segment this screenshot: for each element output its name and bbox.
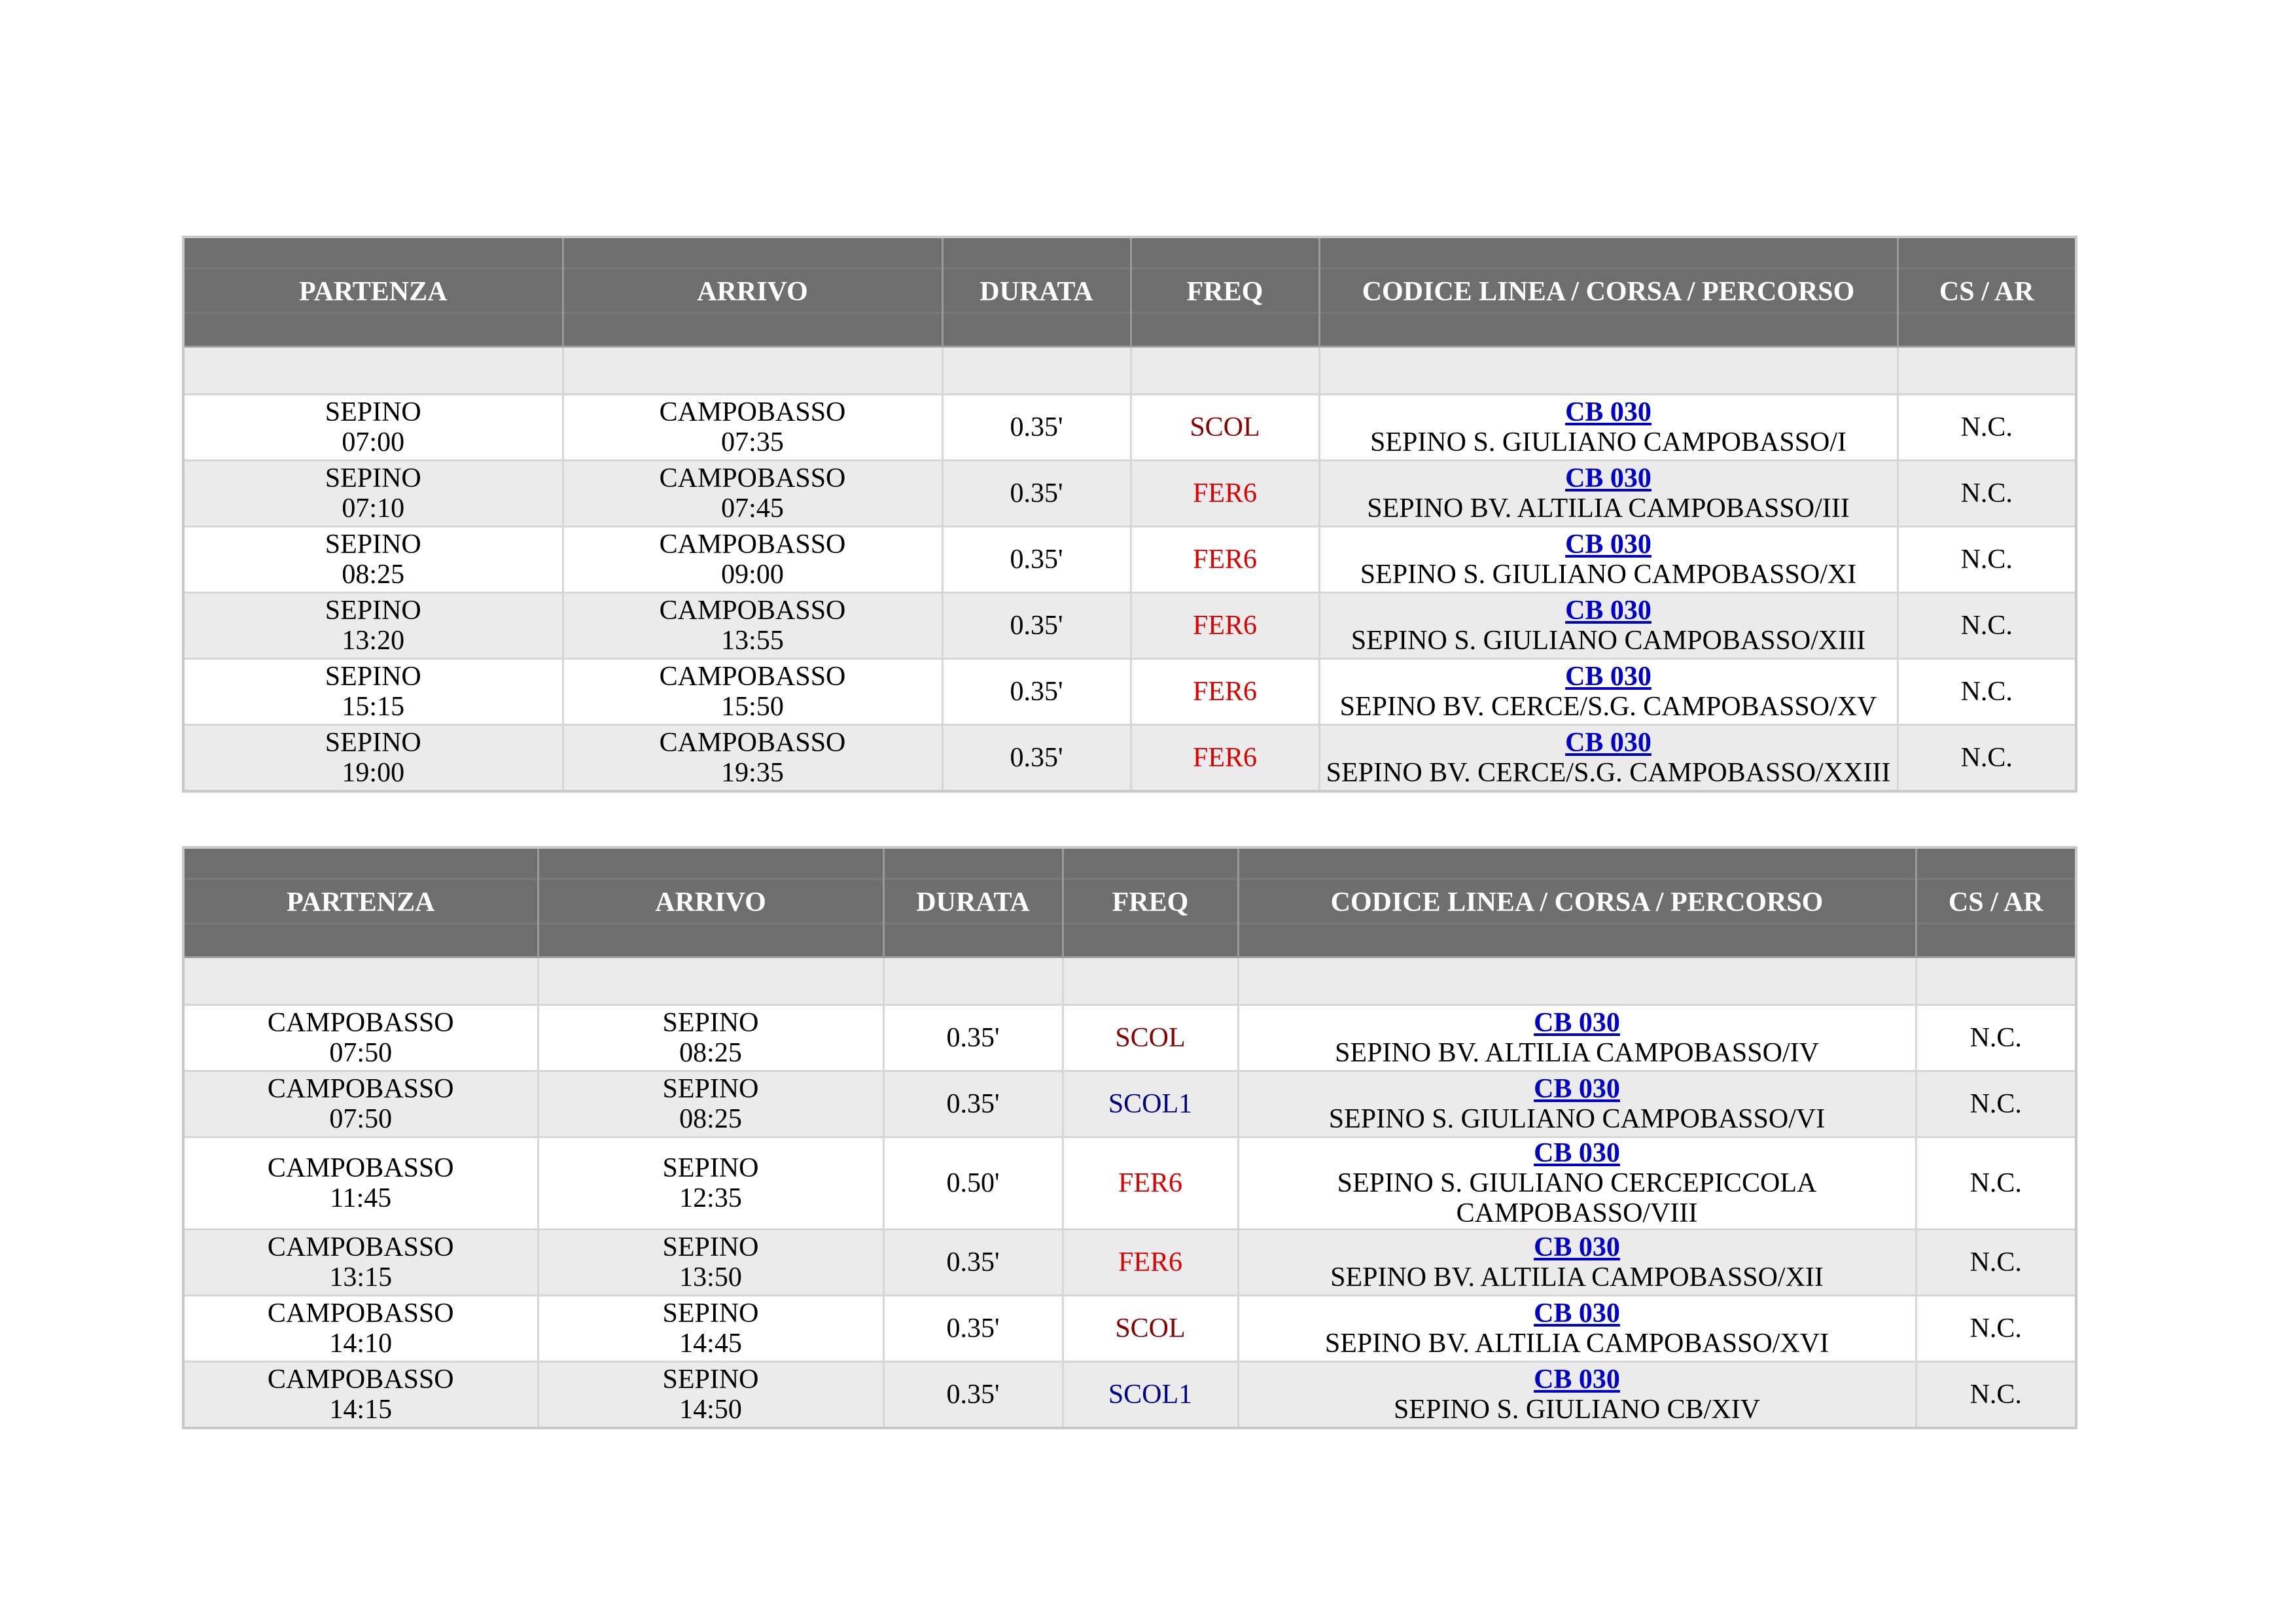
frequency-cell: FER6 bbox=[1131, 593, 1319, 659]
cs-ar-cell: N.C. bbox=[1898, 527, 2076, 593]
arrival-stop: CAMPOBASSO bbox=[659, 529, 846, 560]
departure-cell bbox=[183, 527, 563, 593]
arrival-stop: SEPINO bbox=[662, 1232, 759, 1262]
route-text: SEPINO BV. CERCE/S.G. CAMPOBASSO/XV bbox=[1339, 692, 1877, 722]
route-text: SEPINO S. GIULIANO CAMPOBASSO/VI bbox=[1328, 1104, 1826, 1134]
cs-ar-cell: N.C. bbox=[1898, 725, 2076, 792]
header-durata: DURATA bbox=[942, 237, 1131, 347]
duration-cell: 0.50' bbox=[883, 1137, 1063, 1230]
departure-cell bbox=[183, 659, 563, 725]
arrival-cell bbox=[538, 1005, 883, 1071]
frequency-cell: FER6 bbox=[1131, 527, 1319, 593]
table-row bbox=[183, 593, 2076, 659]
duration-cell: 0.35' bbox=[942, 725, 1131, 792]
table-row bbox=[183, 1137, 2076, 1230]
arrival-stop: SEPINO bbox=[662, 1298, 759, 1329]
spacer-cell bbox=[942, 347, 1131, 395]
arrival-time: 13:50 bbox=[679, 1262, 742, 1293]
departure-cell bbox=[183, 1137, 538, 1230]
departure-stop: SEPINO bbox=[325, 662, 421, 692]
duration-cell: 0.35' bbox=[883, 1071, 1063, 1137]
header-freq: FREQ bbox=[1131, 237, 1319, 347]
header-cs-ar: CS / AR bbox=[1916, 847, 2076, 957]
spacer-cell bbox=[183, 957, 538, 1005]
departure-stop: SEPINO bbox=[325, 529, 421, 560]
arrival-stop: SEPINO bbox=[662, 1008, 759, 1038]
arrival-cell bbox=[563, 461, 942, 527]
route-cell bbox=[1319, 527, 1898, 593]
departure-time: 15:15 bbox=[342, 692, 405, 722]
line-code-link[interactable]: CB 030 bbox=[1565, 529, 1651, 560]
cs-ar-cell: N.C. bbox=[1916, 1071, 2076, 1137]
frequency-cell: SCOL bbox=[1063, 1005, 1238, 1071]
spacer-cell bbox=[1319, 347, 1898, 395]
arrival-time: 08:25 bbox=[679, 1038, 742, 1068]
frequency-cell: SCOL bbox=[1063, 1296, 1238, 1362]
arrival-stop: CAMPOBASSO bbox=[659, 662, 846, 692]
departure-stop: SEPINO bbox=[325, 463, 421, 493]
cs-ar-cell: N.C. bbox=[1898, 395, 2076, 461]
route-text: SEPINO BV. ALTILIA CAMPOBASSO/III bbox=[1367, 493, 1850, 524]
spacer-cell bbox=[538, 957, 883, 1005]
departure-time: 11:45 bbox=[330, 1183, 392, 1213]
arrival-time: 08:25 bbox=[679, 1104, 742, 1134]
line-code-link[interactable]: CB 030 bbox=[1565, 596, 1651, 626]
departure-stop: SEPINO bbox=[325, 596, 421, 626]
arrival-time: 13:55 bbox=[721, 626, 784, 656]
departure-stop: CAMPOBASSO bbox=[267, 1153, 454, 1183]
arrival-stop: SEPINO bbox=[662, 1074, 759, 1104]
header-partenza: PARTENZA bbox=[183, 237, 563, 347]
cs-ar-cell: N.C. bbox=[1916, 1230, 2076, 1296]
departure-cell bbox=[183, 1362, 538, 1429]
table-row bbox=[183, 1071, 2076, 1137]
departure-stop: CAMPOBASSO bbox=[267, 1008, 454, 1038]
frequency-cell: FER6 bbox=[1063, 1137, 1238, 1230]
frequency-cell: SCOL1 bbox=[1063, 1362, 1238, 1429]
frequency-cell: FER6 bbox=[1131, 659, 1319, 725]
route-cell bbox=[1238, 1137, 1916, 1230]
departure-time: 08:25 bbox=[342, 560, 405, 590]
departure-cell bbox=[183, 593, 563, 659]
table-row bbox=[183, 1296, 2076, 1362]
table-row bbox=[183, 659, 2076, 725]
duration-cell: 0.35' bbox=[942, 593, 1131, 659]
route-cell bbox=[1238, 1296, 1916, 1362]
spacer-cell bbox=[183, 347, 563, 395]
arrival-cell bbox=[563, 593, 942, 659]
route-cell bbox=[1238, 1071, 1916, 1137]
route-cell bbox=[1238, 1005, 1916, 1071]
route-cell bbox=[1238, 1230, 1916, 1296]
cs-ar-cell: N.C. bbox=[1898, 659, 2076, 725]
departure-stop: SEPINO bbox=[325, 397, 421, 427]
arrival-cell bbox=[538, 1296, 883, 1362]
route-text: SEPINO S. GIULIANO CB/XIV bbox=[1393, 1395, 1760, 1425]
table-row bbox=[183, 395, 2076, 461]
frequency-cell: SCOL1 bbox=[1063, 1071, 1238, 1137]
arrival-cell bbox=[538, 1230, 883, 1296]
header-row bbox=[183, 847, 2076, 957]
route-cell bbox=[1319, 725, 1898, 792]
arrival-stop: CAMPOBASSO bbox=[659, 596, 846, 626]
header-partenza: PARTENZA bbox=[183, 847, 538, 957]
line-code-link[interactable]: CB 030 bbox=[1565, 662, 1651, 692]
line-code-link[interactable]: CB 030 bbox=[1534, 1138, 1620, 1168]
departure-time: 07:10 bbox=[342, 493, 405, 524]
departure-cell bbox=[183, 1005, 538, 1071]
line-code-link[interactable]: CB 030 bbox=[1565, 397, 1651, 427]
spacer-cell bbox=[883, 957, 1063, 1005]
departure-cell bbox=[183, 1071, 538, 1137]
departure-stop: CAMPOBASSO bbox=[267, 1232, 454, 1262]
spacer-cell bbox=[1063, 957, 1238, 1005]
header-arrivo: ARRIVO bbox=[563, 237, 942, 347]
table-row bbox=[183, 461, 2076, 527]
spacer-cell bbox=[1131, 347, 1319, 395]
departure-time: 07:00 bbox=[342, 427, 405, 457]
route-text: SEPINO S. GIULIANO CAMPOBASSO/XI bbox=[1360, 560, 1857, 590]
route-cell bbox=[1319, 659, 1898, 725]
table-row bbox=[183, 527, 2076, 593]
duration-cell: 0.35' bbox=[883, 1362, 1063, 1429]
frequency-cell: FER6 bbox=[1131, 725, 1319, 792]
header-cs-ar: CS / AR bbox=[1898, 237, 2076, 347]
arrival-stop: CAMPOBASSO bbox=[659, 397, 846, 427]
departure-time: 19:00 bbox=[342, 758, 405, 788]
cs-ar-cell: N.C. bbox=[1916, 1296, 2076, 1362]
line-code-link[interactable]: CB 030 bbox=[1534, 1074, 1620, 1104]
departure-cell bbox=[183, 725, 563, 792]
table-row bbox=[183, 725, 2076, 792]
route-cell bbox=[1319, 395, 1898, 461]
line-code-link[interactable]: CB 030 bbox=[1534, 1232, 1620, 1262]
line-code-link[interactable]: CB 030 bbox=[1534, 1008, 1620, 1038]
departure-cell bbox=[183, 1296, 538, 1362]
duration-cell: 0.35' bbox=[942, 461, 1131, 527]
cs-ar-cell: N.C. bbox=[1916, 1137, 2076, 1230]
header-arrivo: ARRIVO bbox=[538, 847, 883, 957]
duration-cell: 0.35' bbox=[942, 395, 1131, 461]
arrival-time: 07:35 bbox=[721, 427, 784, 457]
cs-ar-cell: N.C. bbox=[1916, 1362, 2076, 1429]
departure-cell bbox=[183, 461, 563, 527]
departure-stop: SEPINO bbox=[325, 728, 421, 758]
arrival-stop: CAMPOBASSO bbox=[659, 728, 846, 758]
line-code-link[interactable]: CB 030 bbox=[1534, 1364, 1620, 1395]
arrival-time: 12:35 bbox=[679, 1183, 742, 1213]
duration-cell: 0.35' bbox=[942, 659, 1131, 725]
duration-cell: 0.35' bbox=[942, 527, 1131, 593]
line-code-link[interactable]: CB 030 bbox=[1565, 728, 1651, 758]
arrival-stop: SEPINO bbox=[662, 1364, 759, 1395]
arrival-time: 07:45 bbox=[721, 493, 784, 524]
duration-cell: 0.35' bbox=[883, 1296, 1063, 1362]
route-text: SEPINO BV. ALTILIA CAMPOBASSO/XII bbox=[1330, 1262, 1824, 1293]
arrival-cell bbox=[563, 725, 942, 792]
duration-cell: 0.35' bbox=[883, 1230, 1063, 1296]
route-text: SEPINO BV. CERCE/S.G. CAMPOBASSO/XXIII bbox=[1326, 758, 1891, 788]
arrival-cell bbox=[563, 659, 942, 725]
arrival-cell bbox=[538, 1071, 883, 1137]
header-durata: DURATA bbox=[883, 847, 1063, 957]
frequency-cell: FER6 bbox=[1131, 461, 1319, 527]
arrival-time: 14:45 bbox=[679, 1329, 742, 1359]
route-text: SEPINO BV. ALTILIA CAMPOBASSO/IV bbox=[1335, 1038, 1819, 1068]
route-cell bbox=[1319, 593, 1898, 659]
arrival-stop: SEPINO bbox=[662, 1153, 759, 1183]
cs-ar-cell: N.C. bbox=[1916, 1005, 2076, 1071]
spacer-cell bbox=[563, 347, 942, 395]
arrival-cell bbox=[563, 527, 942, 593]
spacer-row bbox=[183, 957, 2076, 1005]
timetable-sepino-campobasso bbox=[182, 236, 2077, 793]
header-row bbox=[183, 237, 2076, 347]
arrival-time: 15:50 bbox=[721, 692, 784, 722]
arrival-time: 14:50 bbox=[679, 1395, 742, 1425]
timetable-campobasso-sepino bbox=[182, 846, 2077, 1429]
departure-time: 07:50 bbox=[329, 1038, 393, 1068]
departure-time: 14:10 bbox=[329, 1329, 393, 1359]
departure-stop: CAMPOBASSO bbox=[267, 1074, 454, 1104]
route-cell bbox=[1238, 1362, 1916, 1429]
cs-ar-cell: N.C. bbox=[1898, 593, 2076, 659]
departure-stop: CAMPOBASSO bbox=[267, 1364, 454, 1395]
frequency-cell: SCOL bbox=[1131, 395, 1319, 461]
header-freq: FREQ bbox=[1063, 847, 1238, 957]
route-text: SEPINO BV. ALTILIA CAMPOBASSO/XVI bbox=[1324, 1329, 1829, 1359]
table-row bbox=[183, 1230, 2076, 1296]
frequency-cell: FER6 bbox=[1063, 1230, 1238, 1296]
departure-time: 14:15 bbox=[329, 1395, 393, 1425]
route-cell bbox=[1319, 461, 1898, 527]
line-code-link[interactable]: CB 030 bbox=[1534, 1298, 1620, 1329]
duration-cell: 0.35' bbox=[883, 1005, 1063, 1071]
departure-cell bbox=[183, 1230, 538, 1296]
arrival-stop: CAMPOBASSO bbox=[659, 463, 846, 493]
departure-stop: CAMPOBASSO bbox=[267, 1298, 454, 1329]
arrival-cell bbox=[538, 1362, 883, 1429]
arrival-cell bbox=[563, 395, 942, 461]
departure-time: 07:50 bbox=[329, 1104, 393, 1134]
departure-time: 13:15 bbox=[329, 1262, 393, 1293]
table-row bbox=[183, 1005, 2076, 1071]
spacer-cell bbox=[1916, 957, 2076, 1005]
spacer-cell bbox=[1238, 957, 1916, 1005]
line-code-link[interactable]: CB 030 bbox=[1565, 463, 1651, 493]
departure-cell bbox=[183, 395, 563, 461]
route-text: SEPINO S. GIULIANO CERCEPICCOLA CAMPOBASSO/VIII bbox=[1337, 1168, 1817, 1228]
spacer-cell bbox=[1898, 347, 2076, 395]
arrival-time: 19:35 bbox=[721, 758, 784, 788]
arrival-time: 09:00 bbox=[721, 560, 784, 590]
header-codice: CODICE LINEA / CORSA / PERCORSO bbox=[1238, 847, 1916, 957]
departure-time: 13:20 bbox=[342, 626, 405, 656]
spacer-row bbox=[183, 347, 2076, 395]
table-row bbox=[183, 1362, 2076, 1429]
cs-ar-cell: N.C. bbox=[1898, 461, 2076, 527]
route-text: SEPINO S. GIULIANO CAMPOBASSO/XIII bbox=[1351, 626, 1866, 656]
header-codice: CODICE LINEA / CORSA / PERCORSO bbox=[1319, 237, 1898, 347]
arrival-cell bbox=[538, 1137, 883, 1230]
route-text: SEPINO S. GIULIANO CAMPOBASSO/I bbox=[1369, 427, 1847, 457]
